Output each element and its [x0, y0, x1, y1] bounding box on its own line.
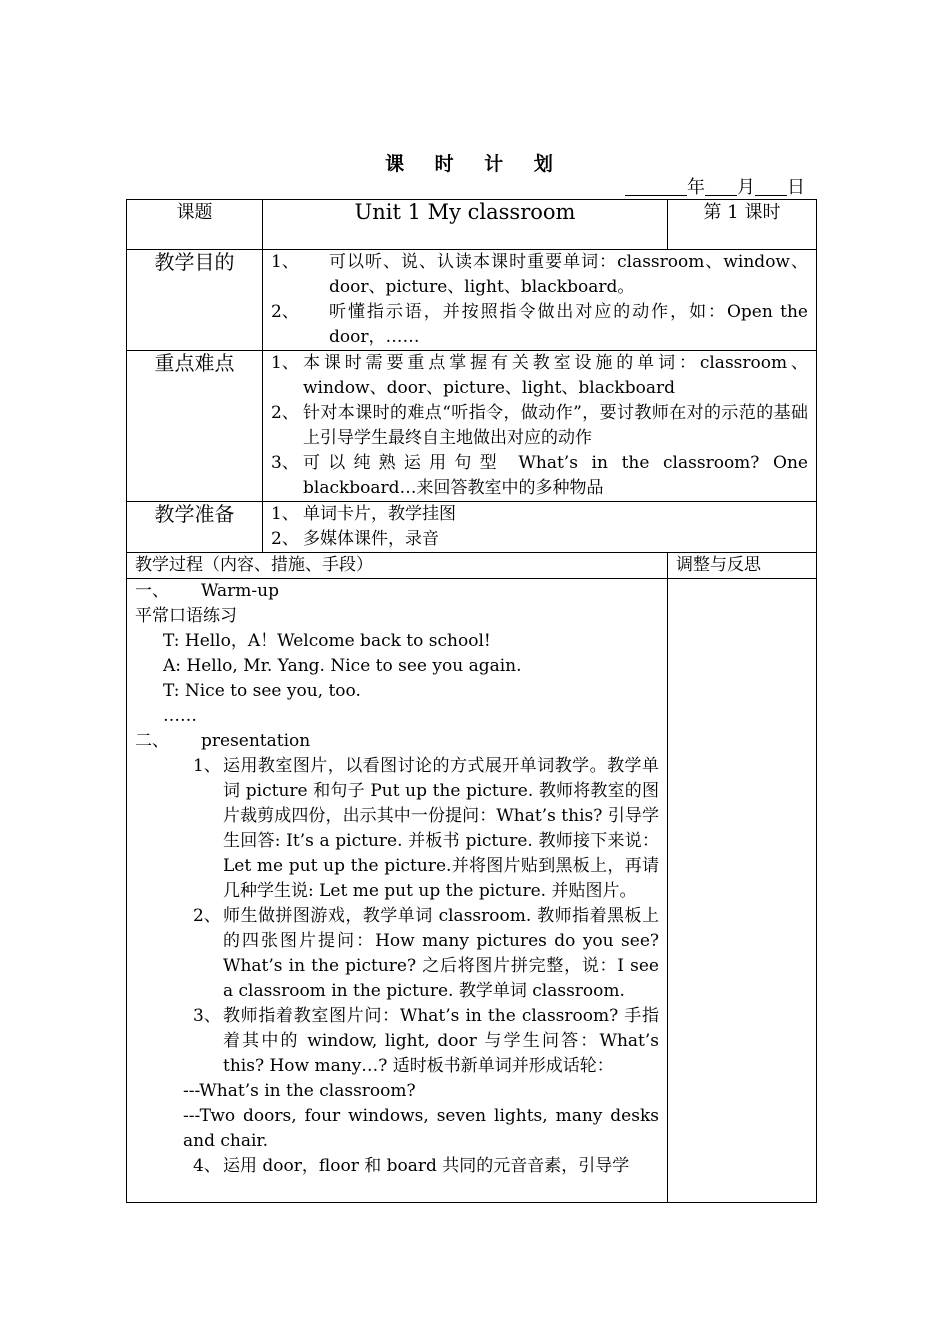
dialogue-line: T: Hello，A！Welcome back to school! — [163, 631, 491, 651]
reflection-content — [668, 579, 817, 1203]
objective-item: 2、 听懂指示语，并按照指令做出对应的动作，如：Open the door，…… — [271, 302, 808, 347]
key-points-label: 重点难点 — [127, 351, 263, 502]
qa-line: ---What’s in the classroom? — [183, 1081, 416, 1101]
dialogue-line: A: Hello, Mr. Yang. Nice to see you again. — [163, 656, 522, 676]
preparation-label: 教学准备 — [127, 502, 263, 553]
step-item: 2、 师生做拼图游戏，教学单词 classroom. 教师指着黑板上的四张图片提问：How many pictures do you see? What’s in the picture? 之后将图片拼完整，说：I see a classroom in the picture. 教学单词 classroom. — [193, 906, 659, 1001]
oral-practice-label: 平常口语练习 — [135, 606, 237, 626]
key-point-item: 3、 可以纯熟运用句型 What’s in the classroom? One blackboard…来回答教室中的多种物品 — [271, 453, 808, 498]
reflection-header: 调整与反思 — [668, 553, 817, 579]
dialogue-line: …… — [163, 706, 197, 726]
date-month: 月 — [737, 177, 755, 198]
dialogue-line: T: Nice to see you, too. — [163, 681, 361, 701]
preparation-content — [263, 502, 817, 553]
key-point-item: 2、 针对本课时的难点“听指令，做动作”，要讨教师在对的示范的基础上引导学生最终自主地做出对应的动作 — [271, 403, 808, 448]
topic-row — [127, 200, 817, 250]
lesson-plan-table — [126, 199, 817, 1203]
topic-label: 课题 — [127, 200, 263, 250]
section-warmup: 一、 Warm-up — [135, 581, 279, 601]
process-content — [127, 579, 668, 1203]
preparation-item: 1、 单词卡片，教学挂图 — [271, 504, 456, 524]
objectives-label: 教学目的 — [127, 250, 263, 351]
process-row — [127, 579, 817, 1203]
date-line — [625, 173, 805, 199]
step-item: 4、 运用 door，floor 和 board 共同的元音音素，引导学 — [193, 1156, 630, 1176]
date-year: 年 — [687, 177, 705, 198]
page-title: 课 时 计 划 — [385, 153, 565, 175]
key-points-content — [263, 351, 817, 502]
key-point-item: 1、 本课时需要重点掌握有关教室设施的单词：classroom、window、door、picture、light、blackboard — [271, 353, 808, 398]
objectives-row — [127, 250, 817, 351]
period-label: 第 1 课时 — [668, 200, 817, 250]
date-day: 日 — [787, 177, 805, 198]
topic-title: Unit 1 My classroom — [263, 200, 668, 250]
qa-line: ---Two doors, four windows, seven lights, many desks and chair. — [183, 1106, 659, 1151]
preparation-item: 2、 多媒体课件，录音 — [271, 529, 439, 549]
step-item: 3、 教师指着教室图片问：What’s in the classroom? 手指着其中的 window, light, door 与学生问答：What’s this? How many…? 适时板书新单词并形成话轮： — [193, 1006, 659, 1076]
key-points-row — [127, 351, 817, 502]
process-header-row — [127, 553, 817, 579]
objective-item: 1、 可以听、说、认读本课时重要单词：classroom、window、door、picture、light、blackboard。 — [271, 252, 808, 297]
step-item: 1、 运用教室图片，以看图讨论的方式展开单词教学。教学单词 picture 和句子 Put up the picture. 教师将教室的图片裁剪成四份，出示其中一份提问：What’s this? 引导学生回答: It’s a picture. 并板书 picture. 教师接下来说：Let me put up the picture.并将图片贴到黑板上，再请几种学生说: Let me put up the picture. 并贴图片。 — [193, 756, 659, 901]
preparation-row — [127, 502, 817, 553]
section-presentation: 二、 presentation — [135, 731, 311, 751]
process-header: 教学过程（内容、措施、手段） — [127, 553, 668, 579]
objectives-content — [263, 250, 817, 351]
